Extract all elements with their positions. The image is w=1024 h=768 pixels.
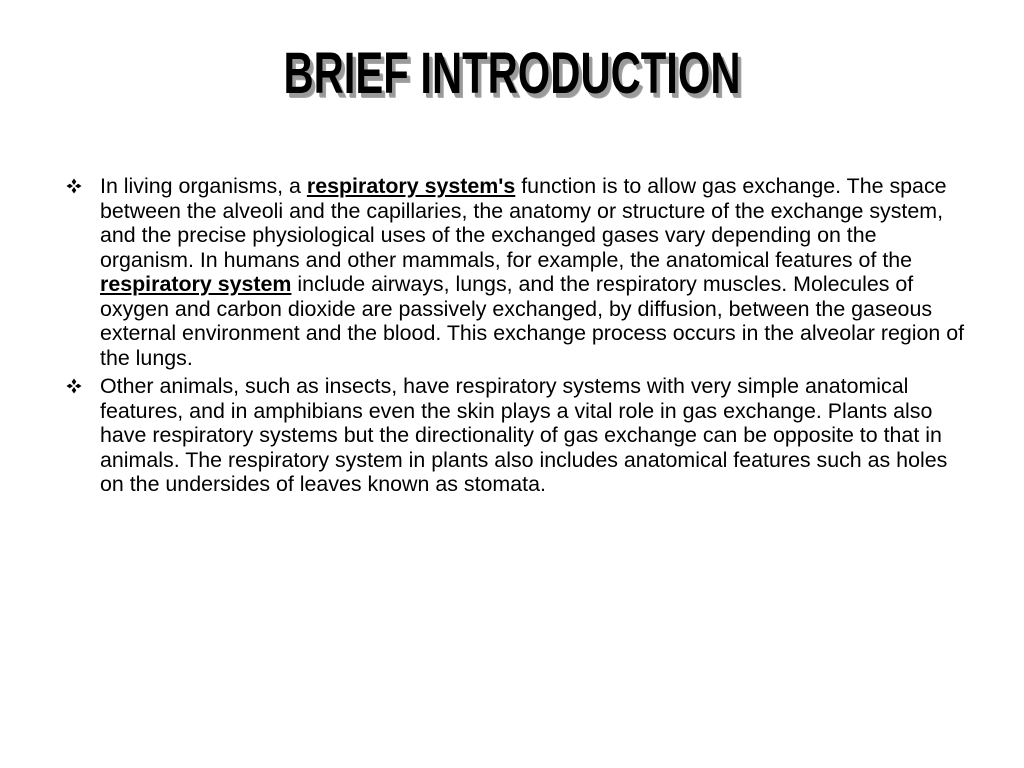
bullet-item-1 (66, 174, 966, 370)
bullet-text-segment: include airways, lungs, and the respiratory muscles. Molecules of oxygen and carbon dioxide are passively exchanged, by diffusion, between the gaseous external environment and the blood. This exchange process occurs in the alveolar region of the lungs. (100, 272, 965, 370)
bullet-text-segment: function is to allow gas exchange. The space between the alveoli and the capillaries, the anatomy or structure of the exchange system, and the precise physiological uses of the exchanged gases vary depending on the organism. In humans and other mammals, for example, the anatomical features of the (100, 174, 947, 272)
diamond-quad-icon (66, 178, 82, 194)
bullet-list (66, 174, 966, 501)
bullet-text-segment: Other animals, such as insects, have respiratory systems with very simple anatomical features, and in amphibians even the skin plays a vital role in gas exchange. Plants also have respiratory systems but the directionality of gas exchange can be opposite to that in animals. The respiratory system in plants also includes anatomical features such as holes on the undersides of leaves known as stomata. (100, 374, 948, 496)
diamond-quad-icon (66, 378, 82, 394)
slide-title: BRIEF INTRODUCTION (283, 41, 741, 106)
term-respiratory-system[interactable]: respiratory system (100, 272, 292, 296)
term-respiratory-systems[interactable]: respiratory system's (306, 174, 516, 198)
bullet-item-2 (66, 374, 966, 497)
bullet-text-segment: In living organisms, a (100, 174, 307, 198)
